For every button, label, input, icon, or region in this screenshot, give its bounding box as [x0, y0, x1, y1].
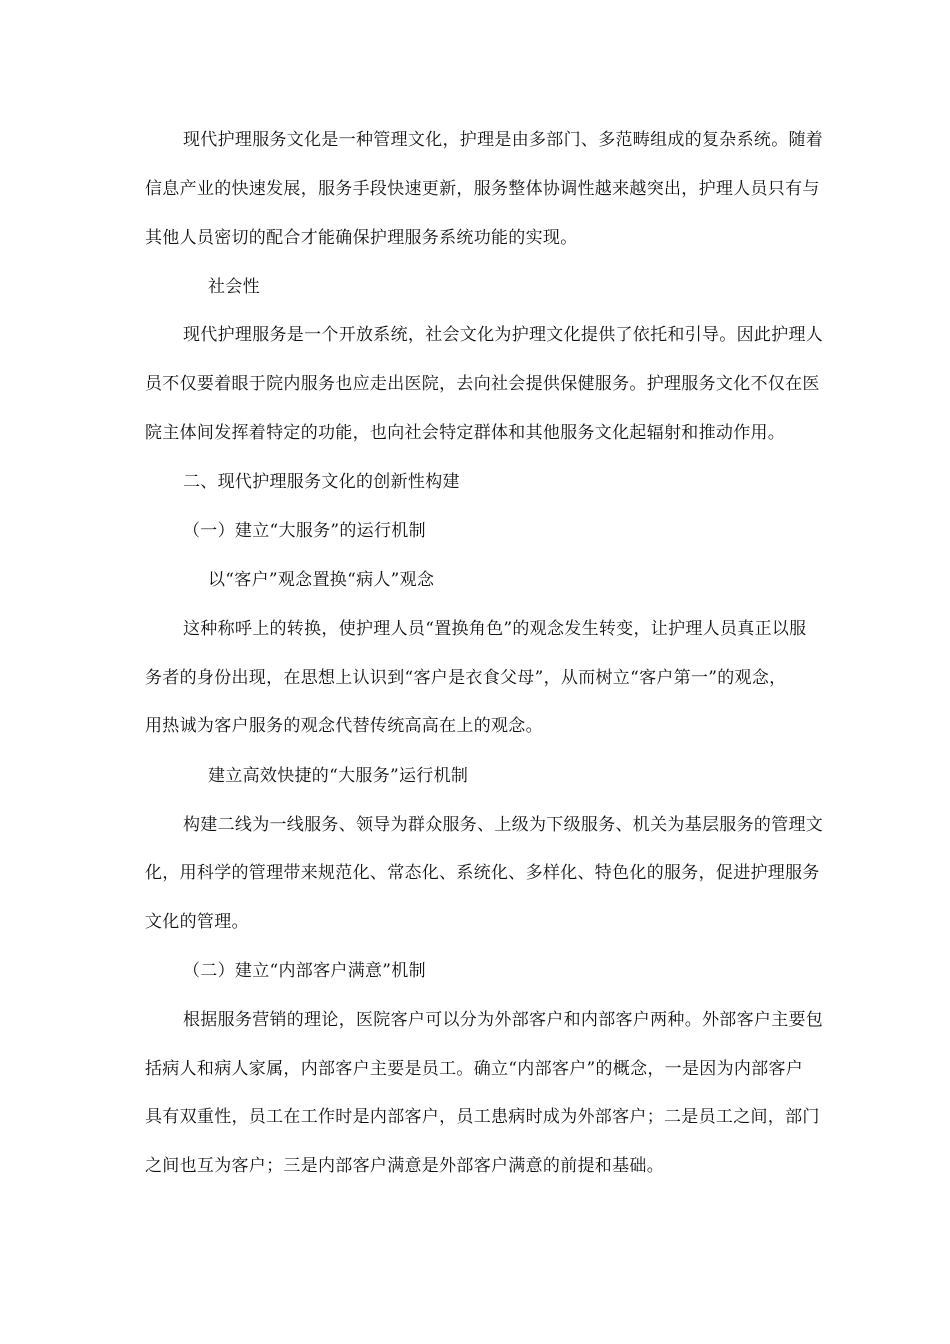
paragraph-4-line-2: 化，用科学的管理带来规范化、常态化、系统化、多样化、特色化的服务，促进护理服务: [145, 863, 820, 883]
paragraph-1-line-1: 现代护理服务文化是一种管理文化，护理是由多部门、多范畴组成的复杂系统。随着: [183, 130, 824, 150]
paragraph-1-line-2: 信息产业的快速发展，服务手段快速更新，服务整体协调性越来越突出，护理人员只有与: [145, 179, 820, 199]
paragraph-5-line-3: 具有双重性，员工在工作时是内部客户，员工患病时成为外部客户；二是员工之间，部门: [145, 1107, 820, 1127]
paragraph-4-line-3: 文化的管理。: [145, 912, 249, 932]
paragraph-5-line-4: 之间也互为客户；三是内部客户满意是外部客户满意的前提和基础。: [145, 1156, 664, 1176]
paragraph-2-line-2: 员不仅要着眼于院内服务也应走出医院，去向社会提供保健服务。护理服务文化不仅在医: [145, 374, 820, 394]
paragraph-1-line-3: 其他人员密切的配合才能确保护理服务系统功能的实现。: [145, 228, 578, 248]
paragraph-4-line-1: 构建二线为一线服务、领导为群众服务、上级为下级服务、机关为基层服务的管理文: [183, 815, 824, 835]
paragraph-3-line-3: 用热诚为客户服务的观念代替传统高高在上的观念。: [145, 716, 543, 736]
heading-subsection-1a: 以“客户”观念置换“病人”观念: [208, 570, 435, 590]
heading-social: 社会性: [208, 277, 260, 297]
paragraph-5-line-2: 括病人和病人家属，内部客户主要是员工。确立“内部客户”的概念，一是因为内部客户: [145, 1059, 804, 1079]
heading-section-2: 二、现代护理服务文化的创新性构建: [183, 472, 460, 492]
paragraph-5-line-1: 根据服务营销的理论，医院客户可以分为外部客户和内部客户两种。外部客户主要包: [183, 1010, 824, 1030]
paragraph-3-line-1: 这种称呼上的转换，使护理人员“置换角色”的观念发生转变，让护理人员真正以服: [183, 619, 807, 639]
paragraph-2-line-1: 现代护理服务是一个开放系统，社会文化为护理文化提供了依托和引导。因此护理人: [183, 325, 824, 345]
heading-subsection-1b: 建立高效快捷的“大服务”运行机制: [208, 766, 469, 786]
paragraph-2-line-3: 院主体间发挥着特定的功能，也向社会特定群体和其他服务文化起辐射和推动作用。: [145, 423, 786, 443]
heading-subsection-1: （一）建立“大服务”的运行机制: [183, 521, 426, 541]
heading-subsection-2: （二）建立“内部客户满意”机制: [183, 961, 426, 981]
paragraph-3-line-2: 务者的身份出现，在思想上认识到“客户是衣食父母”，从而树立“客户第一”的观念，: [145, 668, 787, 688]
